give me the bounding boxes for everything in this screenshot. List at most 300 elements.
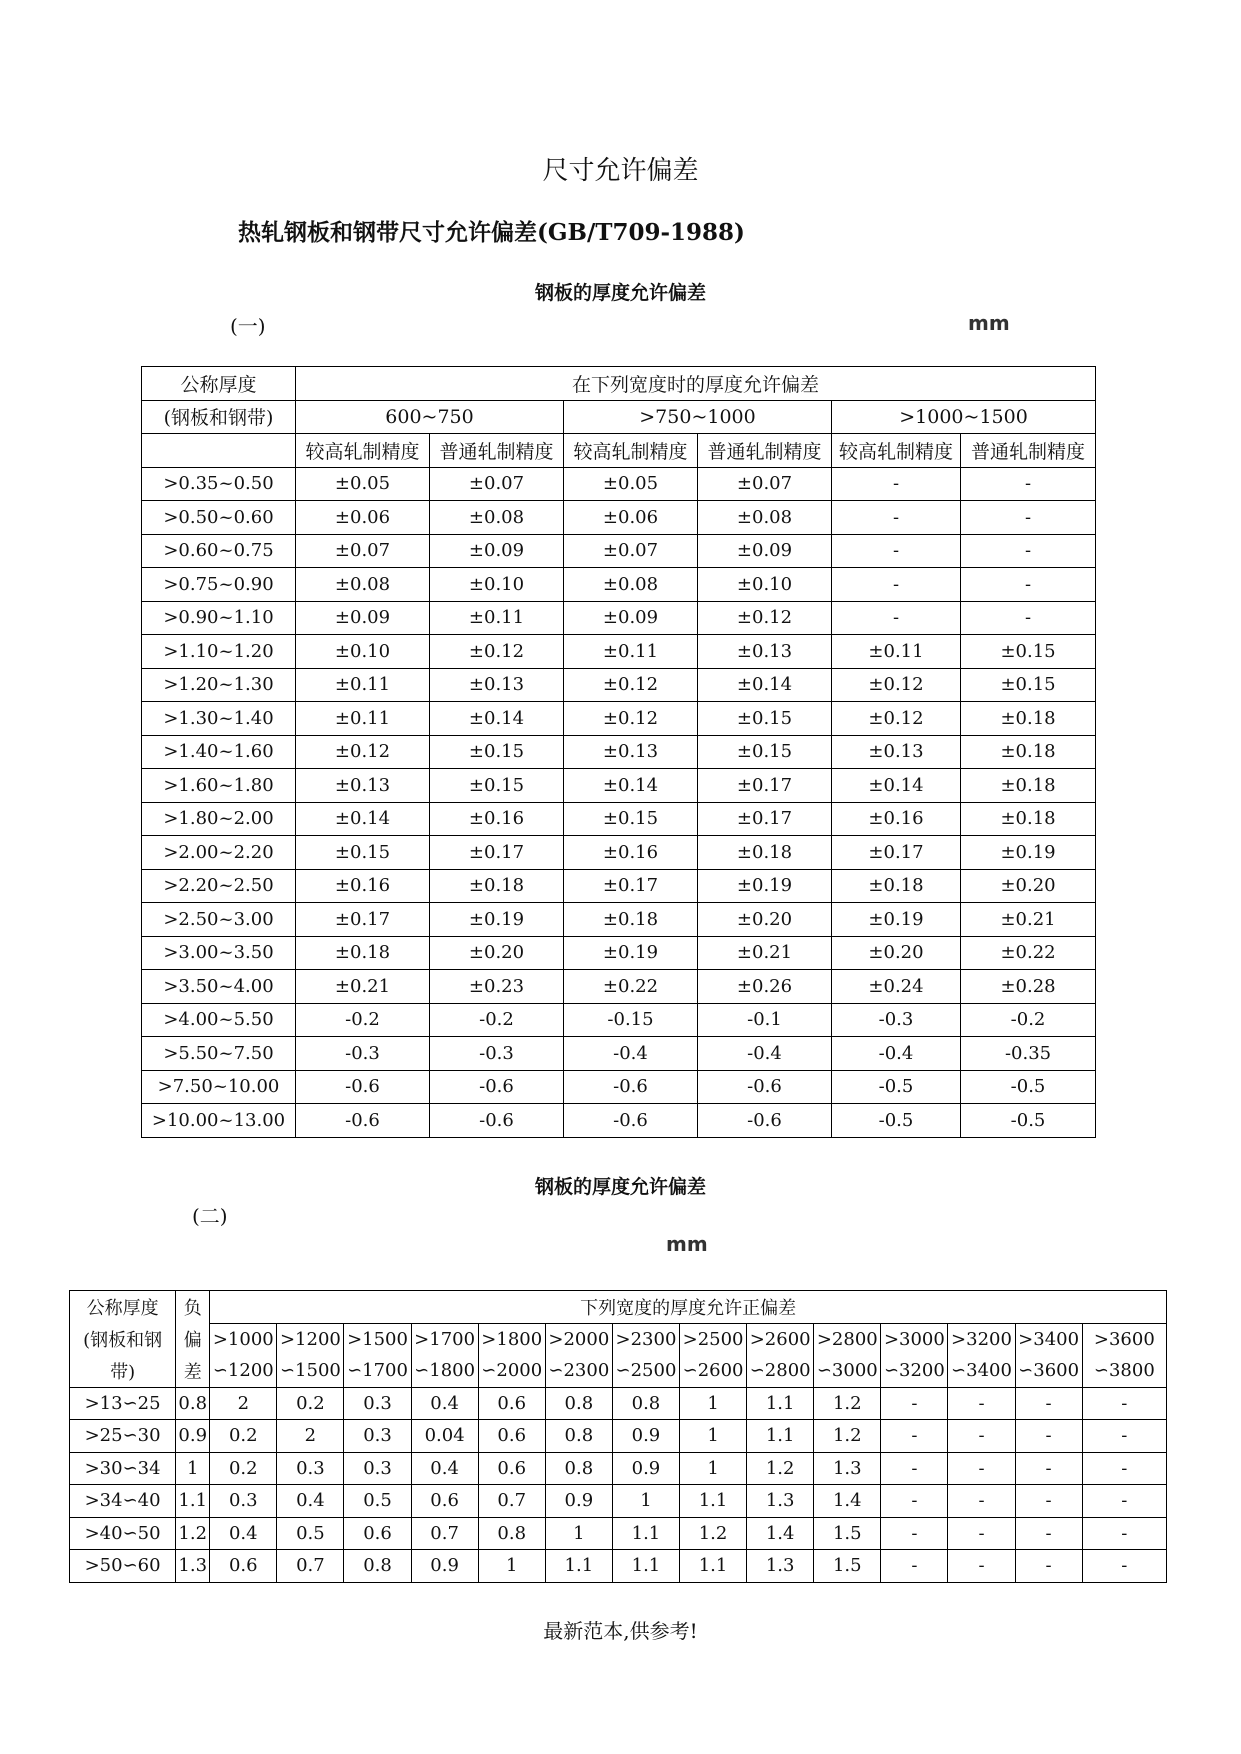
thickness-range-cell: >10.00~13.00 [142,1104,296,1138]
tolerance-cell: ±0.14 [832,769,961,803]
positive-tolerance-cell: 0.3 [344,1452,411,1485]
positive-tolerance-cell: 0.8 [612,1387,679,1420]
positive-tolerance-cell: 0.2 [210,1452,277,1485]
table-row [142,668,1096,702]
t2-header-width-to: ∽1500 [277,1355,344,1387]
t1-header-precision: 较高轧制精度 [832,434,961,468]
table1-part-label: (一) [230,314,266,338]
thickness-tolerance-table-2 [69,1290,1167,1583]
t2-header-width-to: ∽1700 [344,1355,411,1387]
thickness-range-cell: >0.50~0.60 [142,501,296,535]
tolerance-cell: ±0.18 [961,769,1096,803]
positive-tolerance-cell: 0.4 [277,1485,344,1518]
positive-tolerance-cell: 0.6 [411,1485,478,1518]
tolerance-cell: -0.6 [698,1070,832,1104]
tolerance-cell: - [961,501,1096,535]
tolerance-cell: ±0.13 [296,769,430,803]
tolerance-cell: ±0.15 [430,769,564,803]
t2-header-negative-2: 偏 [176,1323,210,1355]
positive-tolerance-cell: 0.6 [478,1387,545,1420]
tolerance-cell: ±0.06 [296,501,430,535]
positive-tolerance-cell: 1.1 [747,1420,814,1453]
tolerance-cell: ±0.21 [961,903,1096,937]
tolerance-cell: ±0.11 [564,635,698,669]
t2-header-nominal-thickness-2: (钢板和钢 [70,1323,176,1355]
t2-header-width-from: >2500 [680,1323,747,1355]
positive-tolerance-cell: 0.5 [344,1485,411,1518]
positive-tolerance-cell: - [881,1452,948,1485]
t1-header-precision: 普通轧制精度 [698,434,832,468]
positive-tolerance-cell: - [1082,1387,1166,1420]
tolerance-cell: ±0.10 [430,568,564,602]
tolerance-cell: ±0.19 [961,836,1096,870]
tolerance-cell: - [832,568,961,602]
positive-tolerance-cell: 0.3 [277,1452,344,1485]
positive-tolerance-cell: - [948,1550,1015,1583]
table-row [70,1550,1167,1583]
positive-tolerance-cell: - [1082,1420,1166,1453]
tolerance-cell: ±0.17 [430,836,564,870]
tolerance-cell: -0.2 [296,1003,430,1037]
tolerance-cell: ±0.17 [698,769,832,803]
thickness-range-cell: >0.90~1.10 [142,601,296,635]
tolerance-cell: ±0.19 [564,936,698,970]
t1-header-nominal-thickness: 公称厚度 [142,367,296,401]
tolerance-cell: ±0.05 [296,467,430,501]
positive-tolerance-cell: 0.9 [612,1452,679,1485]
tolerance-cell: ±0.09 [564,601,698,635]
table-row [142,836,1096,870]
t2-header-width-to: ∽3800 [1082,1355,1166,1387]
tolerance-cell: - [961,534,1096,568]
negative-tolerance-cell: 1.2 [176,1517,210,1550]
thickness-range-cell: >30∽34 [70,1452,176,1485]
tolerance-cell: ±0.13 [564,735,698,769]
t2-header-width-from: >2600 [747,1323,814,1355]
tolerance-cell: ±0.19 [430,903,564,937]
t2-header-width-from: >1200 [277,1323,344,1355]
tolerance-cell: ±0.19 [832,903,961,937]
tolerance-cell: -0.3 [296,1037,430,1071]
tolerance-cell: - [832,534,961,568]
tolerance-cell: ±0.22 [961,936,1096,970]
document-subtitle: 热轧钢板和钢带尺寸允许偏差(GB/T709-1988) [238,219,745,246]
tolerance-cell: ±0.14 [296,802,430,836]
thickness-range-cell: >2.50~3.00 [142,903,296,937]
table-row [142,802,1096,836]
tolerance-cell: ±0.18 [961,735,1096,769]
tolerance-cell: ±0.18 [961,702,1096,736]
table-row [142,1003,1096,1037]
table-row [142,534,1096,568]
positive-tolerance-cell: - [1082,1550,1166,1583]
t2-header-width-from: >2000 [545,1323,612,1355]
tolerance-cell: ±0.16 [832,802,961,836]
t2-header-width-to: ∽3000 [814,1355,881,1387]
tolerance-cell: -0.4 [832,1037,961,1071]
tolerance-cell: -0.5 [832,1070,961,1104]
t2-header-width-from: >2800 [814,1323,881,1355]
negative-tolerance-cell: 1.1 [176,1485,210,1518]
table1-unit: mm [968,311,1010,335]
t2-header-nominal-thickness-3: 带) [70,1355,176,1387]
table2-part-label: (二) [192,1204,228,1228]
tolerance-cell: -0.6 [430,1070,564,1104]
t2-header-width-to: ∽2300 [545,1355,612,1387]
tolerance-cell: ±0.20 [832,936,961,970]
tolerance-cell: ±0.12 [698,601,832,635]
positive-tolerance-cell: - [1082,1517,1166,1550]
positive-tolerance-cell: - [948,1485,1015,1518]
t2-header-width-from: >3400 [1015,1323,1082,1355]
tolerance-cell: -0.2 [430,1003,564,1037]
table-row [142,903,1096,937]
tolerance-cell: ±0.12 [832,702,961,736]
t1-header-precision: 普通轧制精度 [430,434,564,468]
positive-tolerance-cell: 1.4 [814,1485,881,1518]
tolerance-cell: ±0.26 [698,970,832,1004]
tolerance-cell: -0.35 [961,1037,1096,1071]
tolerance-cell: ±0.16 [564,836,698,870]
t1-header-width-750-1000: >750~1000 [564,400,832,434]
tolerance-cell: -0.6 [296,1104,430,1138]
t2-header-width-from: >2300 [612,1323,679,1355]
positive-tolerance-cell: 1.1 [612,1517,679,1550]
table-row [142,735,1096,769]
t2-header-negative-1: 负 [176,1291,210,1324]
t2-header-width-to: ∽2000 [478,1355,545,1387]
positive-tolerance-cell: 0.7 [277,1550,344,1583]
tolerance-cell: ±0.12 [832,668,961,702]
positive-tolerance-cell: 1.2 [814,1420,881,1453]
positive-tolerance-cell: - [1015,1452,1082,1485]
tolerance-cell: ±0.10 [698,568,832,602]
table-row [142,568,1096,602]
positive-tolerance-cell: - [948,1517,1015,1550]
table2-unit: mm [666,1232,708,1256]
tolerance-cell: ±0.11 [296,702,430,736]
positive-tolerance-cell: 1.2 [814,1387,881,1420]
tolerance-cell: -0.3 [430,1037,564,1071]
negative-tolerance-cell: 1.3 [176,1550,210,1583]
tolerance-cell: ±0.20 [961,869,1096,903]
tolerance-cell: -0.4 [564,1037,698,1071]
t2-header-negative-3: 差 [176,1355,210,1387]
tolerance-cell: ±0.11 [832,635,961,669]
tolerance-cell: ±0.15 [961,635,1096,669]
positive-tolerance-cell: 1.3 [747,1485,814,1518]
positive-tolerance-cell: - [881,1517,948,1550]
positive-tolerance-cell: 1.1 [680,1550,747,1583]
thickness-range-cell: >0.60~0.75 [142,534,296,568]
tolerance-cell: -0.6 [430,1104,564,1138]
tolerance-cell: ±0.12 [564,668,698,702]
tolerance-cell: ±0.18 [698,836,832,870]
table-row [142,1070,1096,1104]
positive-tolerance-cell: 1.5 [814,1517,881,1550]
tolerance-cell: ±0.15 [698,702,832,736]
tolerance-cell: ±0.05 [564,467,698,501]
table-row [142,869,1096,903]
positive-tolerance-cell: - [881,1420,948,1453]
tolerance-cell: ±0.15 [564,802,698,836]
table1-caption: 钢板的厚度允许偏差 [534,282,706,304]
tolerance-cell: ±0.17 [698,802,832,836]
tolerance-cell: ±0.10 [296,635,430,669]
positive-tolerance-cell: 0.3 [344,1387,411,1420]
tolerance-cell: ±0.14 [564,769,698,803]
tolerance-cell: ±0.28 [961,970,1096,1004]
tolerance-cell: ±0.18 [832,869,961,903]
t1-header-precision: 普通轧制精度 [961,434,1096,468]
tolerance-cell: ±0.12 [564,702,698,736]
tolerance-cell: -0.2 [961,1003,1096,1037]
tolerance-cell: ±0.08 [698,501,832,535]
tolerance-cell: -0.15 [564,1003,698,1037]
positive-tolerance-cell: - [1082,1452,1166,1485]
positive-tolerance-cell: - [1082,1485,1166,1518]
tolerance-cell: ±0.15 [961,668,1096,702]
tolerance-cell: ±0.16 [296,869,430,903]
tolerance-cell: -0.6 [698,1104,832,1138]
t2-header-width-to: ∽1800 [411,1355,478,1387]
tolerance-cell: -0.6 [564,1104,698,1138]
t2-header-width-from: >1800 [478,1323,545,1355]
t1-header-width-600-750: 600~750 [296,400,564,434]
t1-header-group: 在下列宽度时的厚度允许偏差 [296,367,1096,401]
t2-header-group: 下列宽度的厚度允许正偏差 [210,1291,1167,1324]
negative-tolerance-cell: 1 [176,1452,210,1485]
t2-header-width-to: ∽3400 [948,1355,1015,1387]
thickness-range-cell: >7.50~10.00 [142,1070,296,1104]
thickness-range-cell: >1.80~2.00 [142,802,296,836]
t2-header-width-from: >1500 [344,1323,411,1355]
positive-tolerance-cell: 0.8 [545,1452,612,1485]
table-row [142,601,1096,635]
table-row [70,1517,1167,1550]
tolerance-cell: ±0.07 [698,467,832,501]
positive-tolerance-cell: 1.1 [545,1550,612,1583]
positive-tolerance-cell: 0.6 [210,1550,277,1583]
t2-header-width-to: ∽2500 [612,1355,679,1387]
positive-tolerance-cell: 1.3 [814,1452,881,1485]
tolerance-cell: ±0.11 [430,601,564,635]
positive-tolerance-cell: - [881,1485,948,1518]
page-footer: 最新范本,供参考! [543,1619,698,1643]
tolerance-cell: -0.5 [832,1104,961,1138]
t2-header-width-to: ∽2600 [680,1355,747,1387]
positive-tolerance-cell: 0.4 [411,1452,478,1485]
positive-tolerance-cell: 0.7 [478,1485,545,1518]
thickness-range-cell: >1.20~1.30 [142,668,296,702]
table-row [142,1037,1096,1071]
positive-tolerance-cell: 0.2 [210,1420,277,1453]
table-row [142,936,1096,970]
positive-tolerance-cell: 1 [545,1517,612,1550]
tolerance-cell: ±0.19 [698,869,832,903]
positive-tolerance-cell: 0.7 [411,1517,478,1550]
table-row [70,1420,1167,1453]
tolerance-cell: ±0.15 [698,735,832,769]
tolerance-cell: ±0.18 [564,903,698,937]
tolerance-cell: - [832,601,961,635]
tolerance-cell: ±0.16 [430,802,564,836]
tolerance-cell: ±0.15 [296,836,430,870]
positive-tolerance-cell: 0.3 [210,1485,277,1518]
t1-header-width-1000-1500: >1000~1500 [832,400,1096,434]
thickness-range-cell: >4.00~5.50 [142,1003,296,1037]
tolerance-cell: -0.4 [698,1037,832,1071]
tolerance-cell: ±0.14 [430,702,564,736]
t2-header-width-to: ∽3600 [1015,1355,1082,1387]
table-row [142,702,1096,736]
positive-tolerance-cell: 1.3 [747,1550,814,1583]
thickness-range-cell: >1.60~1.80 [142,769,296,803]
positive-tolerance-cell: - [1015,1517,1082,1550]
tolerance-cell: ±0.17 [832,836,961,870]
thickness-range-cell: >40∽50 [70,1517,176,1550]
table2-caption: 钢板的厚度允许偏差 [534,1176,706,1198]
positive-tolerance-cell: 0.8 [344,1550,411,1583]
thickness-tolerance-table-1 [141,366,1096,1138]
positive-tolerance-cell: 0.9 [545,1485,612,1518]
thickness-range-cell: >1.40~1.60 [142,735,296,769]
tolerance-cell: ±0.07 [564,534,698,568]
positive-tolerance-cell: 1.1 [747,1387,814,1420]
tolerance-cell: ±0.11 [296,668,430,702]
positive-tolerance-cell: 1.1 [680,1485,747,1518]
table-row [142,467,1096,501]
tolerance-cell: ±0.17 [564,869,698,903]
thickness-range-cell: >3.00~3.50 [142,936,296,970]
tolerance-cell: ±0.15 [430,735,564,769]
positive-tolerance-cell: - [1015,1485,1082,1518]
thickness-range-cell: >1.10~1.20 [142,635,296,669]
positive-tolerance-cell: 0.8 [545,1420,612,1453]
thickness-range-cell: >50∽60 [70,1550,176,1583]
tolerance-cell: -0.5 [961,1070,1096,1104]
t1-header-precision: 较高轧制精度 [564,434,698,468]
positive-tolerance-cell: 1.5 [814,1550,881,1583]
t2-header-nominal-thickness-1: 公称厚度 [70,1291,176,1324]
thickness-range-cell: >0.35~0.50 [142,467,296,501]
positive-tolerance-cell: - [1015,1420,1082,1453]
negative-tolerance-cell: 0.9 [176,1420,210,1453]
positive-tolerance-cell: 1.2 [747,1452,814,1485]
positive-tolerance-cell: 1 [680,1387,747,1420]
t2-header-width-from: >3600 [1082,1323,1166,1355]
tolerance-cell: ±0.20 [698,903,832,937]
positive-tolerance-cell: 2 [210,1387,277,1420]
tolerance-cell: -0.1 [698,1003,832,1037]
positive-tolerance-cell: 2 [277,1420,344,1453]
thickness-range-cell: >34∽40 [70,1485,176,1518]
thickness-range-cell: >2.20~2.50 [142,869,296,903]
positive-tolerance-cell: 0.9 [411,1550,478,1583]
tolerance-cell: ±0.20 [430,936,564,970]
tolerance-cell: ±0.23 [430,970,564,1004]
tolerance-cell: ±0.21 [698,936,832,970]
positive-tolerance-cell: - [948,1452,1015,1485]
tolerance-cell: ±0.18 [430,869,564,903]
table-row [142,769,1096,803]
tolerance-cell: ±0.06 [564,501,698,535]
positive-tolerance-cell: 0.6 [478,1452,545,1485]
tolerance-cell: ±0.12 [430,635,564,669]
tolerance-cell: ±0.22 [564,970,698,1004]
t1-header-precision: 较高轧制精度 [296,434,430,468]
positive-tolerance-cell: 0.4 [411,1387,478,1420]
t2-header-width-to: ∽2800 [747,1355,814,1387]
tolerance-cell: ±0.13 [832,735,961,769]
positive-tolerance-cell: - [1015,1550,1082,1583]
t2-header-width-from: >1700 [411,1323,478,1355]
table-row [142,1104,1096,1138]
t1-header-blank [142,434,296,468]
tolerance-cell: - [961,601,1096,635]
positive-tolerance-cell: 0.2 [277,1387,344,1420]
positive-tolerance-cell: - [1015,1387,1082,1420]
tolerance-cell: ±0.14 [698,668,832,702]
positive-tolerance-cell: 0.3 [344,1420,411,1453]
thickness-range-cell: >2.00~2.20 [142,836,296,870]
tolerance-cell: - [832,467,961,501]
thickness-range-cell: >25∽30 [70,1420,176,1453]
tolerance-cell: ±0.09 [698,534,832,568]
tolerance-cell: ±0.18 [961,802,1096,836]
tolerance-cell: ±0.08 [430,501,564,535]
tolerance-cell: -0.6 [564,1070,698,1104]
positive-tolerance-cell: 1 [612,1485,679,1518]
tolerance-cell: -0.5 [961,1104,1096,1138]
t1-header-steel-type: (钢板和钢带) [142,400,296,434]
tolerance-cell: ±0.07 [296,534,430,568]
positive-tolerance-cell: 1 [680,1452,747,1485]
thickness-range-cell: >0.75~0.90 [142,568,296,602]
t2-header-width-from: >1000 [210,1323,277,1355]
t2-header-width-to: ∽1200 [210,1355,277,1387]
positive-tolerance-cell: 0.5 [277,1517,344,1550]
tolerance-cell: - [832,501,961,535]
t2-header-width-from: >3000 [881,1323,948,1355]
tolerance-cell: ±0.09 [430,534,564,568]
table-row [142,970,1096,1004]
positive-tolerance-cell: 1 [680,1420,747,1453]
thickness-range-cell: >13∽25 [70,1387,176,1420]
positive-tolerance-cell: 1.1 [612,1550,679,1583]
positive-tolerance-cell: 1 [478,1550,545,1583]
positive-tolerance-cell: 0.8 [545,1387,612,1420]
positive-tolerance-cell: 1.2 [680,1517,747,1550]
positive-tolerance-cell: 0.4 [210,1517,277,1550]
table-row [70,1387,1167,1420]
t2-header-width-to: ∽3200 [881,1355,948,1387]
tolerance-cell: ±0.24 [832,970,961,1004]
page-title: 尺寸允许偏差 [542,156,699,186]
positive-tolerance-cell: - [948,1420,1015,1453]
positive-tolerance-cell: - [881,1387,948,1420]
tolerance-cell: ±0.07 [430,467,564,501]
tolerance-cell: ±0.21 [296,970,430,1004]
tolerance-cell: ±0.17 [296,903,430,937]
thickness-range-cell: >3.50~4.00 [142,970,296,1004]
positive-tolerance-cell: 0.6 [478,1420,545,1453]
positive-tolerance-cell: 0.6 [344,1517,411,1550]
table-row [70,1485,1167,1518]
tolerance-cell: -0.3 [832,1003,961,1037]
thickness-range-cell: >5.50~7.50 [142,1037,296,1071]
positive-tolerance-cell: - [881,1550,948,1583]
